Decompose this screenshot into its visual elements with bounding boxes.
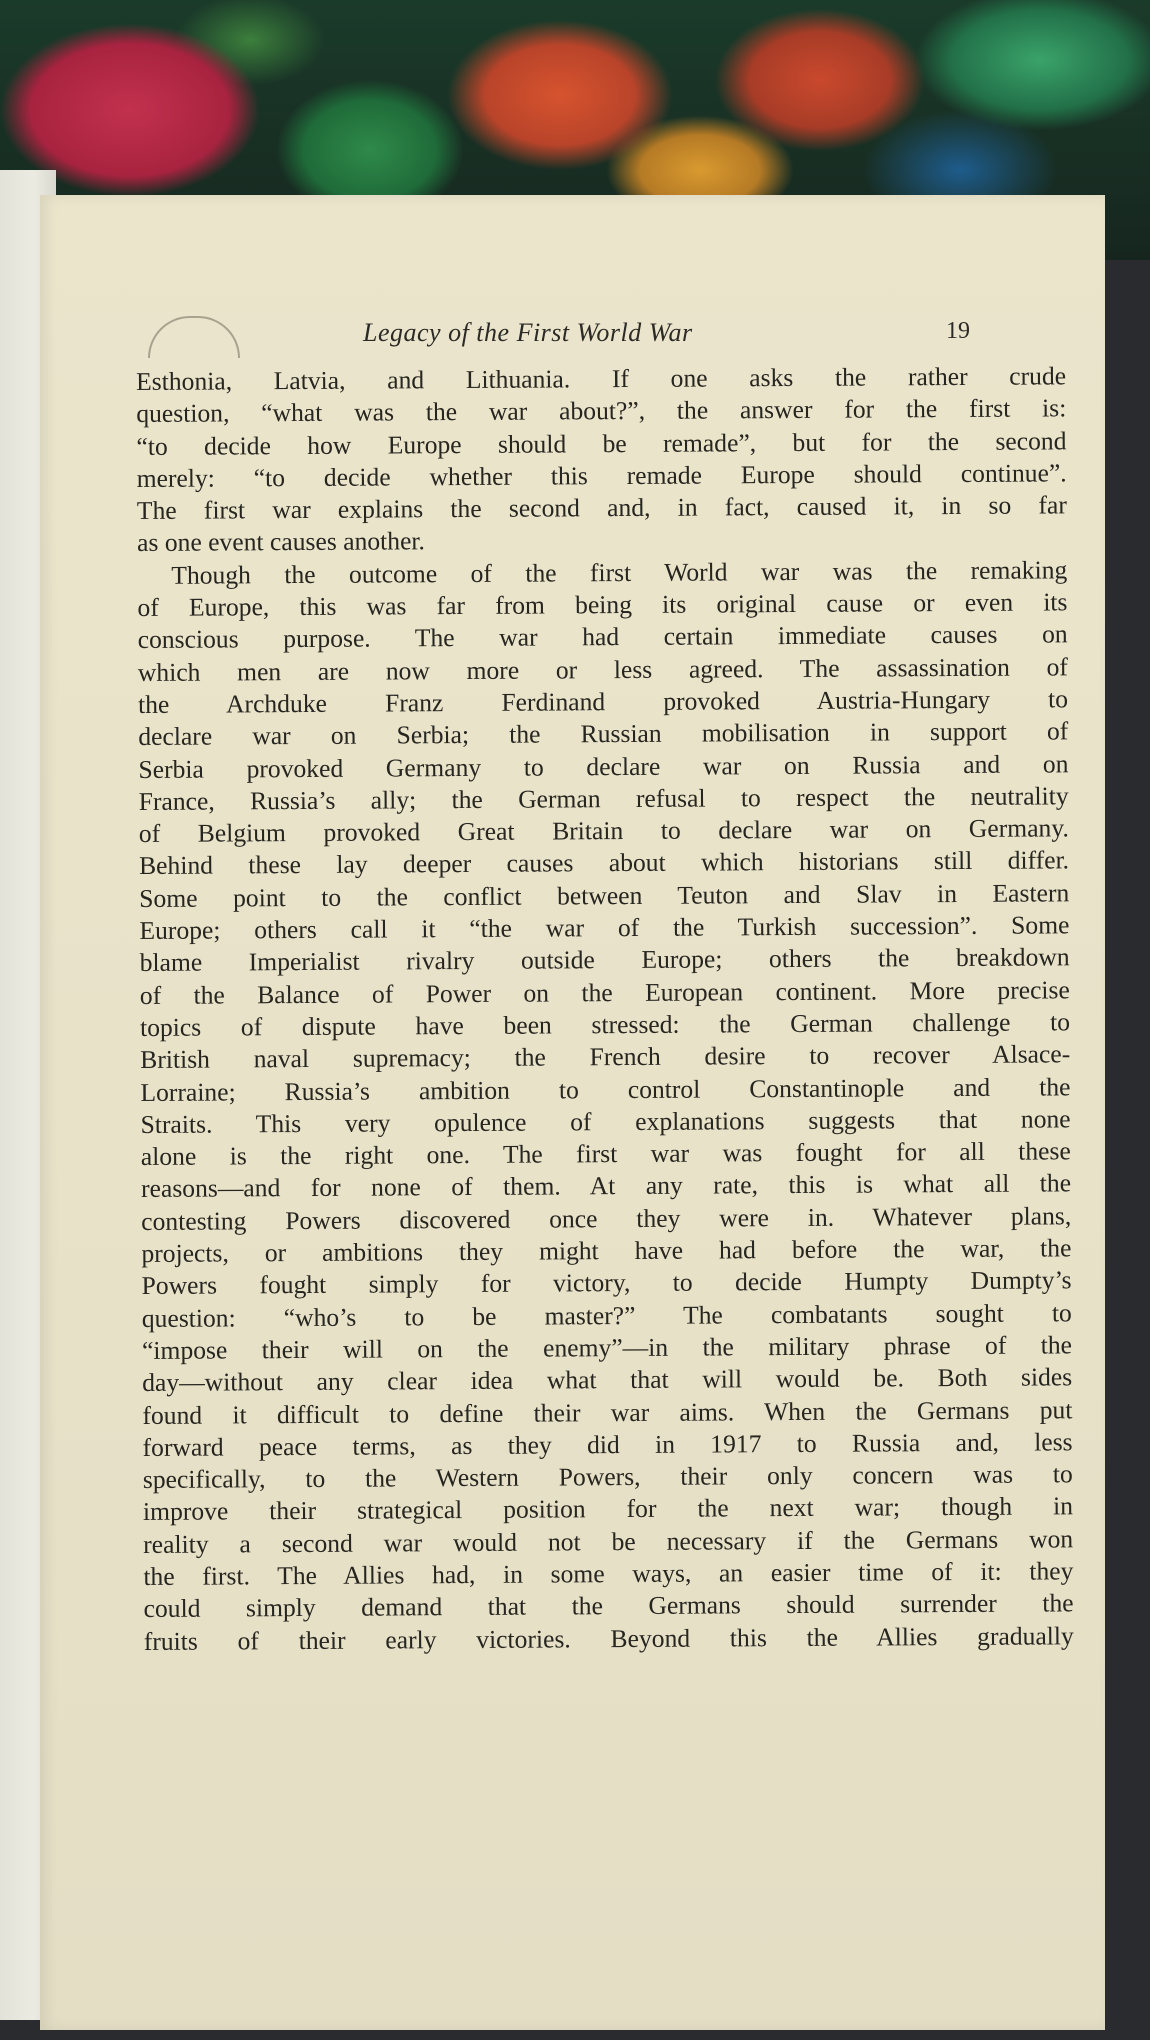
text-line: of the Balance of Power on the European continent. More precise — [139, 974, 1070, 1010]
running-title: Legacy of the First World War — [363, 318, 693, 347]
text-line: question, “what was the war about?”, the answer for the first is: — [136, 393, 1067, 429]
page-number: 19 — [946, 318, 970, 344]
text-line: projects, or ambitions they might have had before the war, the — [141, 1233, 1072, 1268]
text-line: “impose their will on the enemy”—in the military phrase of the — [141, 1330, 1073, 1365]
text-line: Though the outcome of the first World war was the remaking — [171, 555, 1068, 590]
text-line: Some point to the conflict between Teuton and Slav in Eastern — [139, 878, 1070, 913]
text-line: Esthonia, Latvia, and Lithuania. If one asks the rather crude — [136, 361, 1067, 396]
text-line: The first war explains the second and, in fact, caused it, in so far — [136, 490, 1067, 526]
text-line: alone is the right one. The first war was fought for all these — [140, 1136, 1071, 1172]
text-line: improve their strategical position for the next war; though in — [142, 1491, 1074, 1527]
text-line: reality a second war would not be necessary if the Germans won — [143, 1523, 1074, 1559]
text-line: could simply demand that the Germans should surrender the — [143, 1588, 1074, 1624]
text-line: British naval supremacy; the French desire to recover Alsace- — [140, 1039, 1071, 1075]
text-line: Serbia provoked Germany to declare war on Russia and on — [138, 748, 1069, 784]
text-line: conscious purpose. The war had certain immediate causes on — [137, 619, 1068, 655]
body-text — [136, 360, 1074, 1658]
text-line: Europe; others call it “the war of the Turkish succession”. Some — [139, 910, 1070, 946]
text-line: of Europe, this was far from being its original cause or even its — [137, 587, 1068, 623]
text-line: as one event causes another. — [136, 526, 425, 558]
text-line: the first. The Allies had, in some ways, an easier time of it: they — [143, 1556, 1074, 1591]
text-line: contesting Powers discovered once they were in. Whatever plans, — [141, 1201, 1072, 1236]
text-line: the Archduke Franz Ferdinand provoked Austria-Hungary to — [137, 684, 1069, 719]
text-line: merely: “to decide whether this remade Europe should continue”. — [136, 458, 1067, 493]
text-line: which men are now more or less agreed. The assassination of — [137, 651, 1068, 687]
text-line: Powers fought simply for victory, to decide Humpty Dumpty’s — [141, 1265, 1072, 1301]
text-line: topics of dispute have been stressed: the German challenge to — [139, 1007, 1071, 1042]
text-line: Behind these lay deeper causes about which historians still differ. — [138, 845, 1070, 881]
text-line: reasons—and for none of them. At any rate, this is what all the — [140, 1168, 1072, 1204]
text-line: Lorraine; Russia’s ambition to control Constantinople and the — [140, 1071, 1071, 1107]
text-line: of Belgium provoked Great Britain to declare war on Germany. — [138, 813, 1069, 849]
text-line: “to decide how Europe should be remade”, but for the second — [136, 425, 1067, 461]
text-line: day—without any clear idea what that will would be. Both sides — [142, 1362, 1073, 1398]
text-line: question: “who’s to be master?” The combatants sought to — [141, 1297, 1072, 1333]
text-line: specifically, to the Western Powers, their only concern was to — [142, 1459, 1073, 1495]
text-line: Straits. This very opulence of explanations suggests that none — [140, 1104, 1071, 1139]
running-head — [0, 318, 1150, 358]
text-line: forward peace terms, as they did in 1917 to Russia and, less — [142, 1427, 1073, 1462]
text-line: fruits of their early victories. Beyond this the Allies gradually — [143, 1620, 1074, 1656]
text-line: declare war on Serbia; the Russian mobilisation in support of — [138, 716, 1069, 752]
text-line: found it difficult to define their war aims. When the Germans put — [142, 1394, 1073, 1430]
text-line: France, Russia’s ally; the German refusal to respect the neutrality — [138, 781, 1069, 816]
text-line: blame Imperialist rivalry outside Europe; others the breakdown — [139, 942, 1070, 978]
